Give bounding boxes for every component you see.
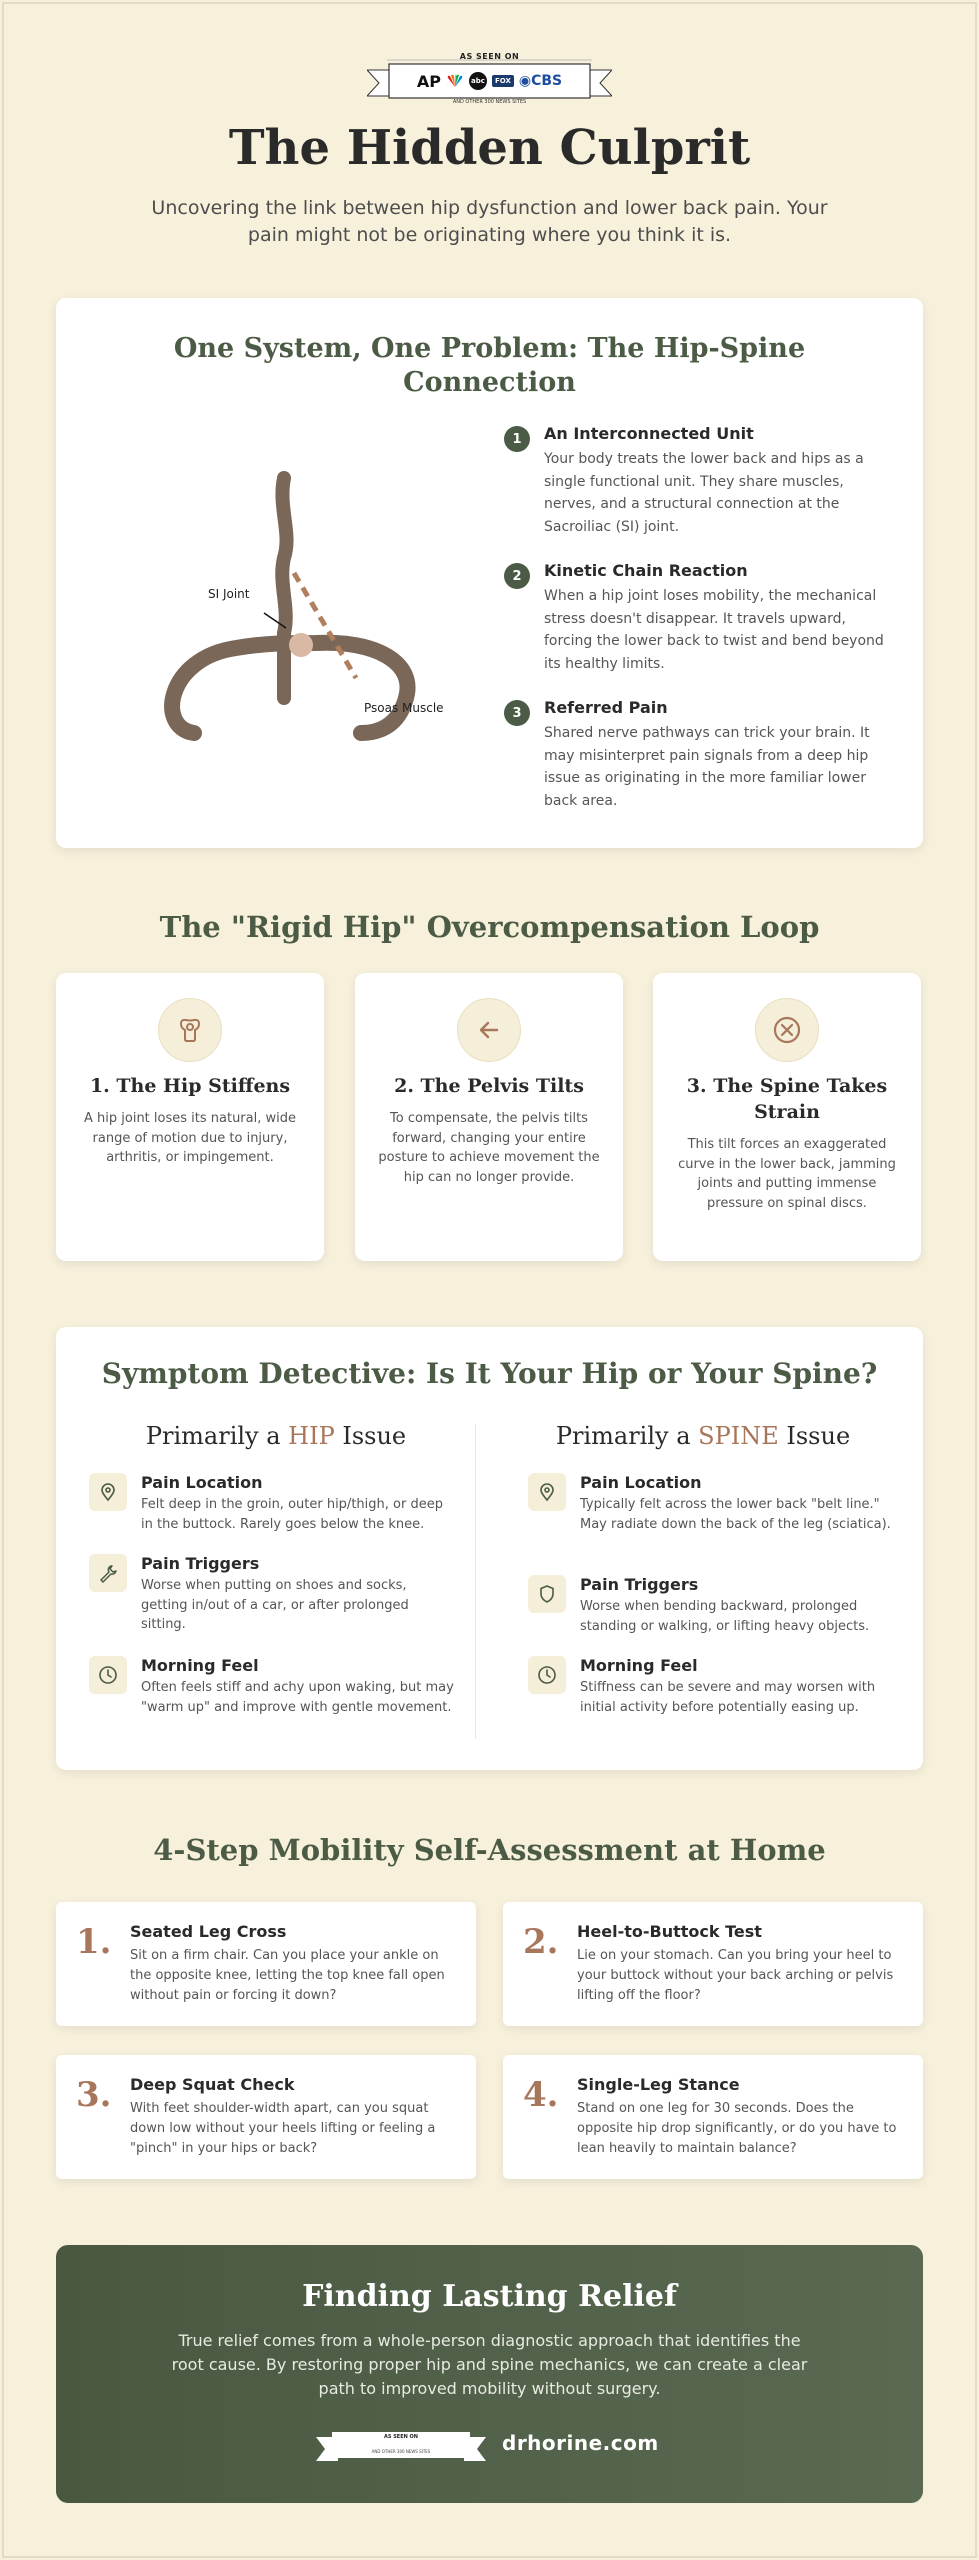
assessment-step [56,1902,476,2026]
symptom-detective-card [56,1327,923,1770]
nbc-peacock-icon [446,74,464,88]
close-circle-icon [755,998,819,1062]
close-circle-glyph [771,1014,803,1046]
step-number: 4. [523,2075,559,2115]
spine-column-heading [513,1422,893,1450]
location-pin-icon [89,1473,127,1511]
hip-joint-glyph [175,1015,205,1045]
symptom-title: Pain Triggers [141,1554,260,1573]
as-seen-on-badge [367,48,612,116]
symptom-text: Often feels stiff and achy upon waking, but may "warm up" and improve with gentle movement. [141,1680,454,1715]
relief-banner [56,2245,923,2503]
psoas-label: Psoas Muscle [364,701,444,715]
step-text: Sit on a firm chair. Can you place your ankle on the opposite knee, letting the top knee fall open without pain or forcing it down? [130,1948,445,2003]
hip-spine-diagram [146,458,486,758]
symptom-text: Felt deep in the groin, outer hip/thigh, or deep in the buttock. Rarely goes below the knee. [141,1497,443,1532]
assessment-title: 4-Step Mobility Self-Assessment at Home [153,1833,826,1867]
hip-joint-icon [158,998,222,1062]
cbs-logo: ◉CBS [518,73,563,89]
loop-card-text: To compensate, the pelvis tilts forward, changing your entire posture to achieve movement the hip can no longer provide. [378,1111,600,1185]
loop-card [56,973,324,1261]
news-logos [407,66,572,96]
point-text: Your body treats the lower back and hips as a single functional unit. They share muscles, nerves, and a structural connection at the Sacroiliac (SI) joint. [544,451,864,535]
heading-accent: HIP [288,1422,335,1450]
symptom-text: Worse when bending backward, prolonged standing or walking, or lifting heavy objects. [580,1599,870,1634]
loop-card-title: 3. The Spine Takes Strain [686,1075,888,1123]
symptom-text: Typically felt across the lower back "belt line." May radiate down the back of the leg (sciatica). [580,1497,891,1532]
as-seen-on-badge-small [316,2427,486,2467]
abc-logo: abc [469,72,487,90]
point-number-badge: 1 [504,426,530,452]
wrench-icon [89,1554,127,1592]
point-title: Referred Pain [544,698,668,717]
point-title: Kinetic Chain Reaction [544,561,748,580]
page-title: The Hidden Culprit [228,120,751,176]
loop-card-text: This tilt forces an exaggerated curve in the lower back, jamming joints and putting immense pressure on spinal discs. [678,1137,896,1211]
hip-column-heading [86,1422,466,1450]
loop-card-title: 2. The Pelvis Tilts [394,1075,584,1097]
assessment-step [56,2055,476,2179]
location-pin-icon [528,1473,566,1511]
clock-icon [89,1656,127,1694]
loop-title: The "Rigid Hip" Overcompensation Loop [159,910,820,944]
hip-spine-illustration [146,458,486,758]
ribbon-banner-icon [316,2427,486,2467]
arrow-left-icon [457,998,521,1062]
symptom-text: Stiffness can be severe and may worsen with initial activity before potentially easing up. [580,1680,876,1715]
step-title: Single-Leg Stance [577,2075,740,2094]
ap-logo: AP [416,71,441,91]
heading-post: Issue [334,1422,407,1450]
step-text: Lie on your stomach. Can you bring your heel to your buttock without your back arching or pelvis lifting off the floor? [577,1948,894,2003]
si-joint-label: SI Joint [208,587,250,601]
connection-card [56,298,923,848]
step-title: Seated Leg Cross [130,1922,287,1941]
loop-card [653,973,921,1261]
cbs-logo-text: CBS [531,73,563,89]
arrow-left-glyph [474,1015,504,1045]
symptom-title: Pain Location [141,1473,263,1492]
heading-post: Issue [778,1422,851,1450]
badge-top-text: AS SEEN ON [383,2434,418,2440]
page-subtitle: Uncovering the link between hip dysfunction and lower back pain. Your pain might not be originating where you think it is. [151,197,828,246]
relief-text: True relief comes from a whole-person diagnostic approach that identifies the root cause. By restoring proper hip and spine mechanics, we can create a clear path to improved mobility without surgery. [171,2331,808,2398]
connection-title: One System, One Problem: The Hip-Spine Connection [173,333,806,398]
assessment-step [503,1902,923,2026]
website-link[interactable]: drhorine.com [502,2431,659,2455]
heading-pre: Primarily a [555,1422,699,1450]
badge-bottom-text: AND OTHER 300 NEWS SITES [452,99,527,105]
step-title: Deep Squat Check [130,2075,295,2094]
shield-icon [528,1575,566,1613]
step-text: Stand on one leg for 30 seconds. Does the opposite hip drop significantly, or do you have to lean heavily to maintain balance? [577,2101,897,2156]
column-divider [475,1424,476,1739]
step-text: With feet shoulder-width apart, can you squat down low without your heels lifting or feeling a "pinch" in your hips or back? [130,2101,436,2156]
step-number: 3. [76,2075,112,2115]
fox-logo: FOX [492,75,514,87]
badge-top-text: AS SEEN ON [459,52,520,61]
point-text: When a hip joint loses mobility, the mechanical stress doesn't disappear. It travels upward, forcing the lower back to twist and bend beyond its healthy limits. [544,588,884,672]
point-number-badge: 3 [504,700,530,726]
point-number-badge: 2 [504,563,530,589]
loop-card-text: A hip joint loses its natural, wide range of motion due to injury, arthritis, or impingement. [84,1111,296,1165]
step-number: 1. [76,1922,112,1962]
symptom-title: Morning Feel [580,1656,698,1675]
point-title: An Interconnected Unit [544,424,754,443]
badge-bottom-text: AND OTHER 300 NEWS SITES [371,2449,431,2454]
detective-title: Symptom Detective: Is It Your Hip or Your Spine? [101,1357,878,1390]
symptom-title: Pain Location [580,1473,702,1492]
loop-card [355,973,623,1261]
symptom-title: Pain Triggers [580,1575,699,1594]
heading-accent: SPINE [698,1422,779,1450]
clock-icon [528,1656,566,1694]
symptom-title: Morning Feel [141,1656,259,1675]
step-title: Heel-to-Buttock Test [577,1922,762,1941]
symptom-text: Worse when putting on shoes and socks, getting in/out of a car, or after prolonged sitting. [141,1578,409,1632]
assessment-step [503,2055,923,2179]
step-number: 2. [523,1922,559,1962]
loop-card-title: 1. The Hip Stiffens [89,1075,291,1097]
point-text: Shared nerve pathways can trick your brain. It may misinterpret pain signals from a deep hip issue as originating in the more familiar lower back area. [544,725,870,809]
relief-title: Finding Lasting Relief [302,2279,677,2314]
heading-pre: Primarily a [145,1422,289,1450]
